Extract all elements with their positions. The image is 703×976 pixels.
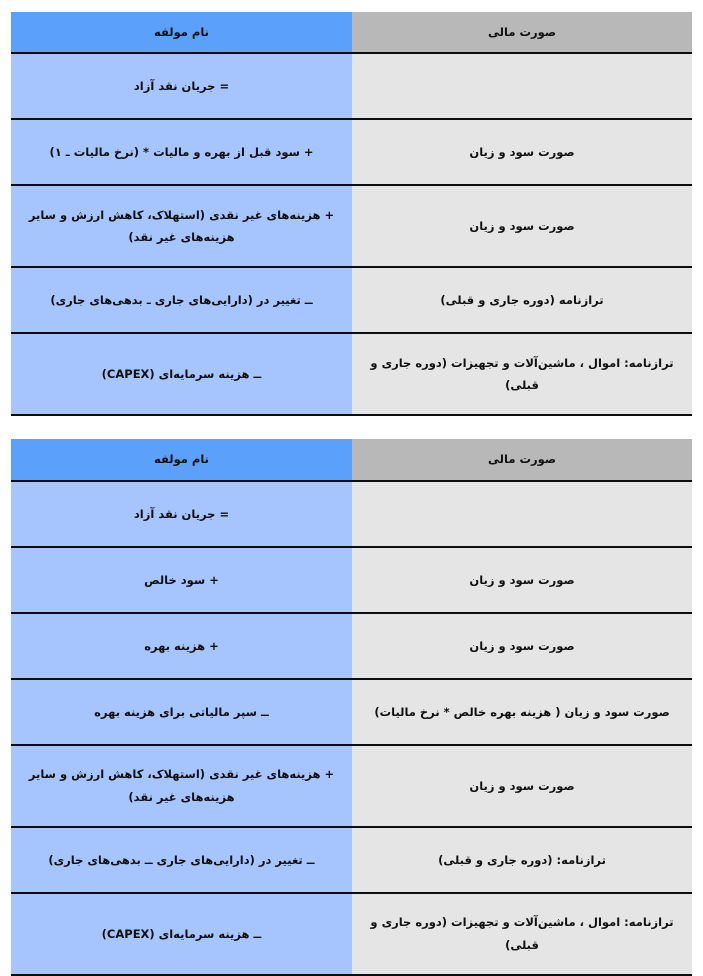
cell-statement: صورت سود و زیان — [352, 613, 692, 679]
cell-statement: ترازنامه (دوره جاری و قبلی) — [352, 267, 692, 333]
cell-statement: ترازنامه: (دوره جاری و قبلی) — [352, 827, 692, 893]
fcff-table-body — [11, 53, 692, 415]
fcff-table — [11, 12, 692, 416]
cell-component: ــ تغییر در (دارایی‌های جاری ـ بدهی‌های جاری) — [11, 267, 352, 333]
cell-statement: صورت سود و زیان — [352, 119, 692, 185]
cell-statement: ترازنامه: اموال ، ماشین‌آلات و تجهیزات (دوره جاری و قبلی) — [352, 893, 692, 975]
table-header-row — [11, 12, 692, 53]
fcfe-table-body — [11, 481, 692, 975]
table-row — [11, 745, 692, 827]
cell-component: + سود خالص — [11, 547, 352, 613]
cell-component: + هزینه‌های غیر نقدی (استهلاک، کاهش ارزش و سایر هزینه‌های غیر نقد) — [11, 185, 352, 267]
column-header-statement: صورت مالی — [352, 12, 692, 53]
column-header-statement: صورت مالی — [352, 439, 692, 480]
cell-statement: صورت سود و زیان — [352, 547, 692, 613]
cell-component: + هزینه‌های غیر نقدی (استهلاک، کاهش ارزش و سایر هزینه‌های غیر نقد) — [11, 745, 352, 827]
table-row — [11, 119, 692, 185]
table-row — [11, 827, 692, 893]
table-row — [11, 481, 692, 547]
column-header-component: نام مولفه — [11, 439, 352, 480]
table-row — [11, 613, 692, 679]
cell-component: = جریان نقد آزاد — [11, 481, 352, 547]
table-row — [11, 185, 692, 267]
cell-statement — [352, 53, 692, 119]
cell-component: ــ سپر مالیاتی برای هزینه بهره — [11, 679, 352, 745]
table-row — [11, 267, 692, 333]
cell-component: ــ هزینه سرمایه‌ای (CAPEX) — [11, 333, 352, 415]
fcfe-table — [11, 439, 692, 975]
table-row — [11, 679, 692, 745]
cell-statement — [352, 481, 692, 547]
table-row — [11, 333, 692, 415]
table-row — [11, 893, 692, 975]
cell-statement: صورت سود و زیان ( هزینه بهره خالص * نرخ مالیات) — [352, 679, 692, 745]
column-header-component: نام مولفه — [11, 12, 352, 53]
fcff-table-header — [11, 12, 692, 53]
cell-component: + سود قبل از بهره و مالیات * (نرخ مالیات ـ ۱) — [11, 119, 352, 185]
cell-component: = جریان نقد آزاد — [11, 53, 352, 119]
cell-statement: صورت سود و زیان — [352, 745, 692, 827]
cell-component: + هزینه بهره — [11, 613, 352, 679]
table-row — [11, 53, 692, 119]
cell-statement: صورت سود و زیان — [352, 185, 692, 267]
cell-component: ــ هزینه سرمایه‌ای (CAPEX) — [11, 893, 352, 975]
cell-statement: ترازنامه: اموال ، ماشین‌آلات و تجهیزات (دوره جاری و قبلی) — [352, 333, 692, 415]
cell-component: ــ تغییر در (دارایی‌های جاری ــ بدهی‌های جاری) — [11, 827, 352, 893]
table-header-row — [11, 439, 692, 480]
table-row — [11, 547, 692, 613]
fcfe-table-header — [11, 439, 692, 480]
